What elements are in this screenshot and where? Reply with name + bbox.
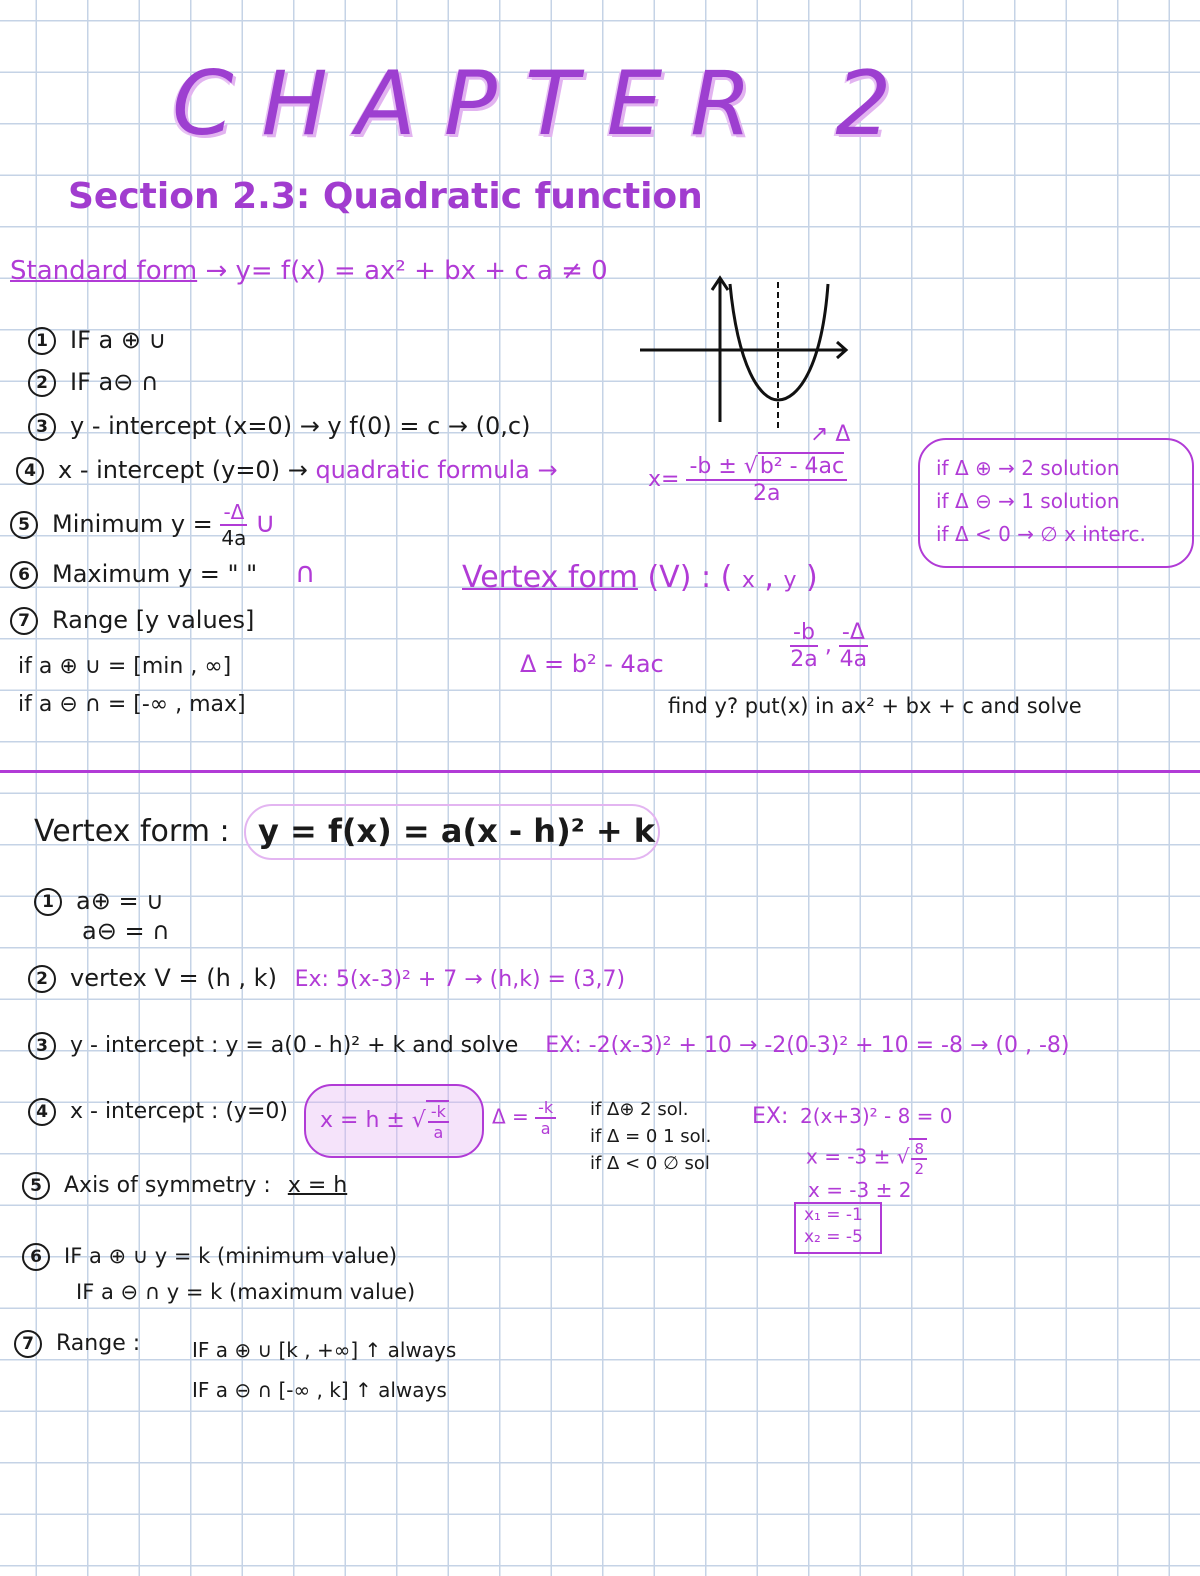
formula-lhs: x= <box>648 467 680 492</box>
example-rad-num: 8 <box>911 1140 927 1160</box>
standard-item-2 <box>28 368 159 397</box>
item-number: 4 <box>16 457 44 485</box>
radicand-den: a <box>433 1123 444 1142</box>
delta-vertex <box>492 1098 556 1138</box>
min-num: -Δ <box>220 500 247 526</box>
case-line: if Δ < 0 ∅ sol <box>590 1153 710 1174</box>
vertex-item-2: 2 vertex V = (h , k) Ex: 5(x-3)² + 7 → (h,k) = (3,7) <box>28 964 625 993</box>
axis-value: x = h <box>287 1173 348 1198</box>
formula-fraction: $\frac{\text{-b ± √b² - 4ac}}{2a}$ <box>686 454 847 506</box>
vertex-item-5: 5 Axis of symmetry : x = h <box>22 1172 347 1200</box>
vertex-x-label: x <box>741 568 755 593</box>
item-text: vertex V = (h , k) <box>70 964 277 992</box>
item-text: IF a⊖ ∩ <box>70 368 159 396</box>
range-line: if a ⊕ ∪ = [min , ∞] <box>18 654 232 679</box>
item-number: 6 <box>10 561 38 589</box>
standard-form-label: Standard form <box>10 256 198 286</box>
example-line-3: x = -3 ± 2 <box>808 1178 912 1202</box>
vertex-form-equation: y = f(x) = a(x - h)² + k <box>258 812 656 850</box>
min-den: 4a <box>221 526 247 550</box>
example-label: EX: <box>752 1104 789 1129</box>
item-text: y - intercept (x=0) → y f(0) = c → (0,c) <box>70 412 531 440</box>
item-number: 5 <box>10 511 38 539</box>
standard-item-4 <box>16 456 558 485</box>
example-x: x = -3 ± <box>806 1144 891 1169</box>
vertex-coordinates <box>790 620 868 672</box>
item-text: Maximum y = " " <box>52 560 258 588</box>
radicand-num: -k <box>428 1102 449 1123</box>
delta-arrow-label: ↗ Δ <box>810 422 851 447</box>
solution-line: x₁ = -1 <box>804 1205 863 1225</box>
delta-cases <box>936 452 1146 551</box>
delta-case: if Δ ⊖ → 1 solution <box>936 489 1120 513</box>
vertex-form-label: Vertex form <box>462 560 638 595</box>
standard-item-5 <box>10 500 275 550</box>
cup-symbol: ∪ <box>254 506 276 539</box>
formula-radicand <box>426 1100 449 1142</box>
delta-fraction <box>535 1098 556 1138</box>
cap-symbol: ∩ <box>294 556 316 589</box>
case-line: if Δ = 0 1 sol. <box>590 1126 712 1147</box>
standard-item-6 <box>10 556 315 589</box>
delta-label: Δ = <box>492 1104 529 1129</box>
standard-item-7 <box>10 606 254 635</box>
y-intercept-example: EX: -2(x-3)² + 10 → -2(0-3)² + 10 = -8 → (0 , -8) <box>545 1033 1070 1058</box>
solution-line: x₂ = -5 <box>804 1227 863 1247</box>
parabola-sketch <box>630 272 860 442</box>
item-text: x - intercept : (y=0) <box>70 1099 288 1124</box>
delta-den: a <box>540 1119 551 1138</box>
item-text: Axis of symmetry : <box>64 1173 271 1198</box>
standard-item-3 <box>28 412 530 441</box>
page-title: CHAPTER 2 <box>172 52 920 155</box>
item-number: 3 <box>28 413 56 441</box>
case-line: if Δ⊕ 2 sol. <box>590 1099 689 1120</box>
item-text: Range : <box>56 1331 141 1356</box>
formula-radicand: b² - 4ac <box>759 454 845 479</box>
standard-form-equation: y= f(x) = ax² + bx + c a ≠ 0 <box>235 256 608 286</box>
min-fraction <box>220 500 247 550</box>
example-solutions <box>804 1204 863 1248</box>
range-line: IF a ⊕ ∪ [k , +∞] ↑ always <box>192 1338 457 1362</box>
item-text: a⊖ = ∩ <box>82 917 170 945</box>
item-text: x - intercept (y=0) → <box>58 456 308 484</box>
example-radicand <box>909 1138 927 1178</box>
standard-form-line <box>10 256 608 286</box>
formula-denominator: 2a <box>753 481 781 506</box>
vertex-x-fraction <box>790 620 818 672</box>
vertex-v: (V) <box>647 560 692 595</box>
example-line-1: 2(x+3)² - 8 = 0 <box>800 1104 953 1128</box>
vertex-y-label: y <box>783 568 797 593</box>
standard-item-1 <box>28 326 166 355</box>
vertex-item-6: 6 IF a ⊕ ∪ y = k (minimum value) IF a ⊖ ∩ y = k (maximum value) <box>22 1238 415 1310</box>
quadratic-formula-label: quadratic formula → <box>315 456 558 484</box>
vertex-item-7: 7 Range : <box>14 1330 140 1358</box>
delta-case: if Δ ⊕ → 2 solution <box>936 456 1120 480</box>
vertex-form-v: Vertex form (V) : ( x , y ) <box>462 560 818 595</box>
vertex-form-heading: Vertex form : <box>34 814 230 849</box>
arrow-icon: → <box>205 256 228 286</box>
item-number: 7 <box>10 607 38 635</box>
formula-lhs: x = h ± <box>320 1108 405 1133</box>
vertex-example: Ex: 5(x-3)² + 7 → (h,k) = (3,7) <box>294 967 626 992</box>
item-text: a⊕ = ∪ <box>76 887 164 915</box>
delta-case: if Δ < 0 → ∅ x interc. <box>936 522 1146 546</box>
vertex-y-fraction <box>839 620 868 672</box>
section-divider <box>0 770 1200 773</box>
range-vertex-lines <box>192 1330 456 1410</box>
vertex-comma: , <box>824 633 832 658</box>
vertex-x-den: 2a <box>790 647 818 672</box>
section-title: Section 2.3: Quadratic function <box>68 176 703 217</box>
vertex-colon: : <box>700 560 712 595</box>
vertex-y-den: 4a <box>839 647 868 672</box>
item-text: y - intercept : y = a(0 - h)² + k and solve <box>70 1033 519 1058</box>
item-number: 2 <box>28 369 56 397</box>
range-line: if a ⊖ ∩ = [-∞ , max] <box>18 692 246 717</box>
item-text: IF a ⊕ ∪ y = k (minimum value) <box>64 1244 398 1268</box>
x-intercept-cases <box>590 1096 711 1177</box>
item-text: Minimum y = <box>52 510 213 538</box>
delta-definition: Δ = b² - 4ac <box>520 650 664 678</box>
example-rad-den: 2 <box>914 1160 925 1178</box>
range-line: IF a ⊖ ∩ [-∞ , k] ↑ always <box>192 1378 447 1402</box>
find-y-note: find y? put(x) in ax² + bx + c and solve <box>668 694 1082 718</box>
vertex-item-1: 1 a⊕ = ∪ a⊖ = ∩ <box>34 886 170 946</box>
vertex-item-3: 3 y - intercept : y = a(0 - h)² + k and solve EX: -2(x-3)² + 10 → -2(0-3)² + 10 = -8 → (0 , -8) <box>28 1032 1069 1060</box>
item-text: Range [y values] <box>52 606 255 634</box>
vertex-y-num: -Δ <box>839 620 868 647</box>
formula-neg-b: -b ± <box>689 454 737 479</box>
example-line-2: x = -3 ± √ $\frac{8}{2}$ <box>806 1138 927 1178</box>
vertex-x-num: -b <box>790 620 818 647</box>
range-lines <box>18 648 246 724</box>
item-text: IF a ⊕ ∪ <box>70 326 167 354</box>
item-number: 1 <box>28 327 56 355</box>
item-text: IF a ⊖ ∩ y = k (maximum value) <box>76 1280 416 1304</box>
x-intercept-formula: x = h ± √ $\frac{-k}{a}$ <box>320 1100 449 1142</box>
vertex-item-4: 4 x - intercept : (y=0) <box>28 1098 288 1126</box>
quadratic-formula <box>648 454 847 506</box>
delta-num: -k <box>535 1098 556 1119</box>
